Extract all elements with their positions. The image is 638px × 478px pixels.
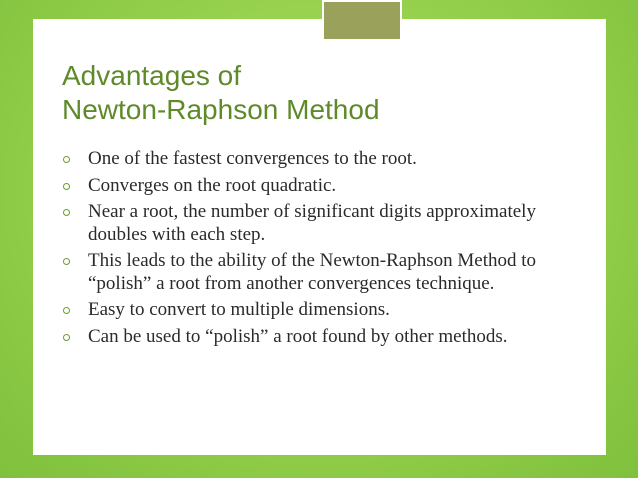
bullet-text: One of the fastest convergences to the root. [88,148,417,169]
bullet-item [62,326,542,349]
bullet-text: This leads to the ability of the Newton-Raphson Method to “polish” a root from another convergences technique. [88,250,537,294]
slide-title-line-2: Newton-Raphson Method [62,94,380,125]
bullet-text: Near a root, the number of significant digits approximately doubles with each step. [88,201,536,245]
bullet-item [62,250,542,295]
bullet-circle-icon [63,307,70,314]
bullet-text: Easy to convert to multiple dimensions. [88,299,390,320]
bullet-item [62,201,542,246]
bullet-text: Can be used to “polish” a root found by other methods. [88,325,508,347]
bullet-text: Converges on the root quadratic. [88,174,337,196]
bullet-item [62,299,542,322]
slide-title-line-1: Advantages of [62,60,242,91]
bullet-circle-icon [63,183,70,190]
decorative-accent-square [322,0,402,41]
bullet-list [62,148,542,352]
bullet-circle-icon [63,209,70,216]
bullet-item [62,175,542,198]
bullet-circle-icon [63,156,70,163]
bullet-item [62,148,542,171]
bullet-circle-icon [63,258,70,265]
slide-title [62,59,582,127]
bullet-circle-icon [63,334,70,341]
